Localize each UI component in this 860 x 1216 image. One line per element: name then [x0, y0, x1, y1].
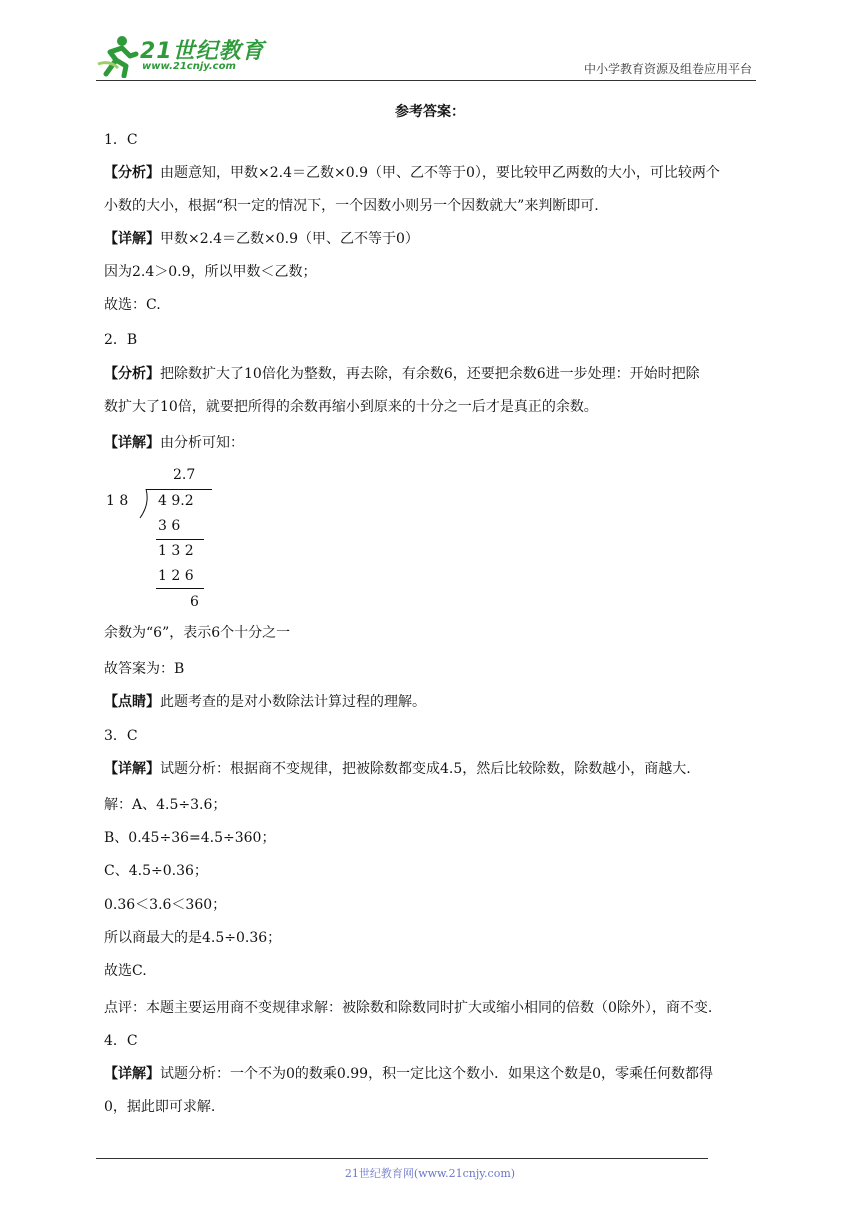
text-line: [104, 759, 764, 779]
division-step-3: 1 2 6: [158, 568, 194, 584]
section-tag: 【详解】: [104, 231, 160, 247]
line-text: C、4.5÷0.36；: [104, 863, 208, 879]
division-quotient: 2.7: [173, 467, 196, 483]
text-line: [104, 795, 764, 815]
text-line: [104, 196, 764, 216]
line-text: 由分析可知：: [160, 435, 244, 451]
line-text: 余数为“6”，表示6个十分之一: [104, 625, 291, 641]
text-line: [104, 364, 764, 384]
division-line-2: [156, 588, 204, 589]
line-text: 3．C: [104, 728, 138, 744]
line-text: 试题分析：一个不为0的数乘0.99，积一定比这个数小．如果这个数是0，零乘任何数都得: [160, 1066, 713, 1082]
line-text: 0.36＜3.6＜360；: [104, 897, 227, 913]
line-text: 4．C: [104, 1033, 138, 1049]
line-text: 数扩大了10倍，就要把所得的余数再缩小到原来的十分之一后才是真正的余数。: [104, 399, 598, 415]
division-step-2: 1 3 2: [158, 543, 194, 559]
division-line-1: [156, 539, 204, 540]
line-text: 由题意知，甲数×2.4＝乙数×0.9（甲、乙不等于0），要比较甲乙两数的大小，可比较两个: [160, 165, 720, 181]
division-divisor: 1 8: [106, 493, 129, 509]
line-text: 此题考查的是对小数除法计算过程的理解。: [160, 694, 426, 710]
line-text: 解：A、4.5÷3.6；: [104, 797, 227, 813]
page-footer: 21世纪教育网(www.21cnjy.com): [344, 1167, 516, 1180]
text-line: [104, 1064, 764, 1084]
section-tag: 【详解】: [104, 761, 160, 777]
text-line: [104, 928, 764, 948]
text-line: [104, 961, 764, 981]
text-line: [104, 861, 764, 881]
line-text: 甲数×2.4＝乙数×0.9（甲、乙不等于0）: [160, 231, 419, 247]
text-line: [104, 262, 764, 282]
division-remainder: 6: [190, 594, 199, 610]
text-line: [104, 659, 764, 679]
text-line: [104, 726, 764, 746]
text-line: [104, 229, 764, 249]
section-tag: 【分析】: [104, 366, 160, 382]
division-step-1: 3 6: [158, 518, 181, 534]
text-line: [104, 692, 764, 712]
line-text: 把除数扩大了10倍化为整数，再去除，有余数6，还要把余数6进一步处理：开始时把除: [160, 366, 700, 382]
division-dividend: 4 9.2: [158, 493, 194, 509]
logo-brand-text: 21世纪教育: [140, 39, 265, 64]
header-platform-text: 中小学教育资源及组卷应用平台: [583, 62, 752, 76]
runner-logo-icon: [96, 34, 140, 78]
line-text: 因为2.4＞0.9，所以甲数＜乙数；: [104, 264, 317, 280]
line-text: 1．C: [104, 132, 138, 148]
footer-divider: [96, 1158, 708, 1159]
text-line: [104, 433, 764, 453]
line-text: 故选C.: [104, 963, 147, 979]
line-text: 所以商最大的是4.5÷0.36；: [104, 930, 282, 946]
line-text: 0，据此即可求解.: [104, 1099, 216, 1115]
text-line: [104, 295, 764, 315]
line-text: 小数的大小，根据“积一定的情况下，一个因数小则另一个因数就大”来判断即可.: [104, 198, 599, 214]
page-header: [96, 30, 756, 81]
line-text: 故答案为：B: [104, 661, 185, 677]
line-text: 试题分析：根据商不变规律，把被除数都变成4.5，然后比较除数，除数越小，商越大.: [160, 761, 691, 777]
text-line: [104, 1097, 764, 1117]
section-tag: 【详解】: [104, 435, 160, 451]
division-bracket: [138, 489, 150, 519]
section-tag: 【分析】: [104, 165, 160, 181]
line-text: 2．B: [104, 332, 138, 348]
section-tag: 【点睛】: [104, 694, 160, 710]
text-line: [104, 397, 764, 417]
text-line: [104, 163, 764, 183]
text-line: [104, 130, 764, 150]
section-tag: 【详解】: [104, 1066, 160, 1082]
text-line: [104, 1031, 764, 1051]
text-line: [104, 330, 764, 350]
text-line: [104, 998, 764, 1018]
text-line: [104, 828, 764, 848]
text-line: [104, 623, 764, 643]
line-text: 点评：本题主要运用商不变规律求解：被除数和除数同时扩大或缩小相同的倍数（0除外），商不变.: [104, 1000, 713, 1016]
division-bar: [146, 489, 212, 490]
line-text: 故选：C.: [104, 297, 161, 313]
logo-url-text: www.21cnjy.com: [142, 61, 236, 72]
page-title: 参考答案：: [395, 104, 465, 120]
text-line: [104, 895, 764, 915]
line-text: B、0.45÷36=4.5÷360；: [104, 830, 276, 846]
site-logo: [96, 34, 296, 78]
